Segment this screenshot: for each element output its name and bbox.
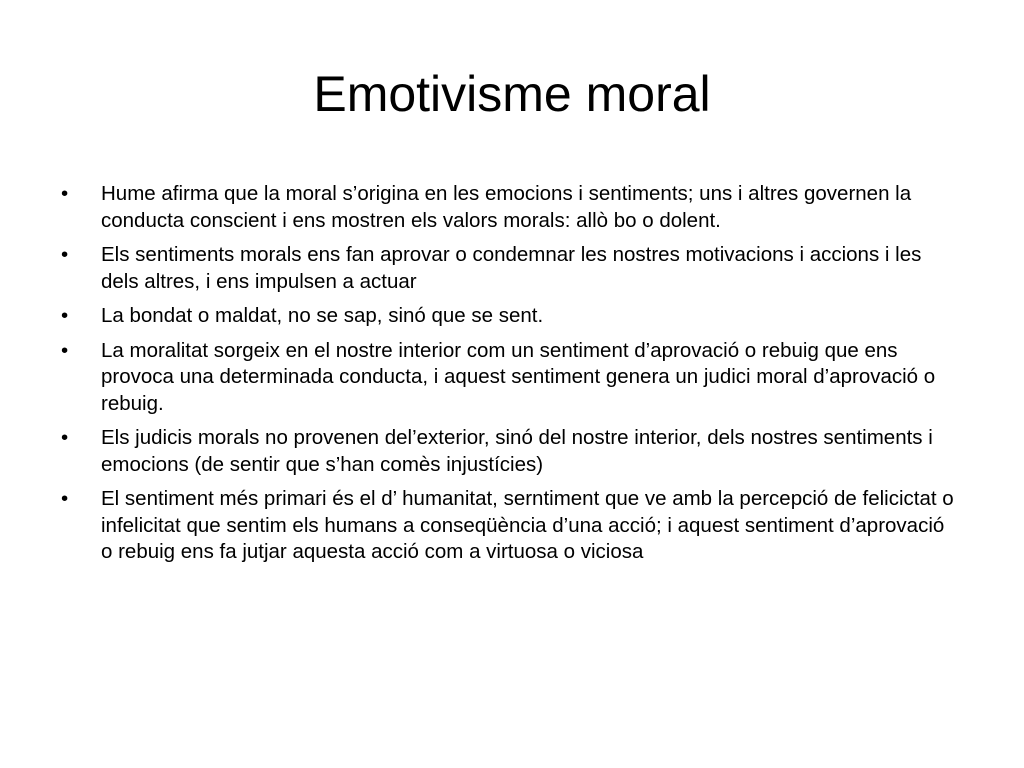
bullet-icon: • — [61, 487, 69, 510]
list-item — [60, 338, 960, 418]
bullet-text: Els judicis morals no provenen del’exterior, sinó del nostre interior, dels nostres sentiments i emocions (de sentir que s’han comès injustícies) — [101, 426, 933, 476]
bullet-text: La bondat o maldat, no se sap, sinó que se sent. — [101, 304, 544, 327]
list-item — [60, 486, 960, 566]
list-item — [60, 425, 960, 478]
bullet-text: Els sentiments morals ens fan aprovar o condemnar les nostres motivacions i accions i les dels altres, i ens impulsen a actuar — [101, 243, 922, 293]
bullet-text: La moralitat sorgeix en el nostre interior com un sentiment d’aprovació o rebuig que ens provoca una determinada conducta, i aquest sentiment genera un judici moral d’aprovació o rebuig. — [101, 338, 936, 415]
list-item — [60, 242, 960, 295]
bullet-icon: • — [61, 304, 69, 327]
list-item — [60, 181, 960, 234]
list-item — [60, 303, 960, 330]
bullet-icon: • — [61, 426, 69, 449]
bullet-icon: • — [61, 182, 69, 205]
bullet-text: El sentiment més primari és el d’ humanitat, serntiment que ve amb la percepció de felicictat o infelicitat que sentim els humans a conseqüència d’una acció; i aquest sentiment d’aprovació o rebuig ens fa jutjar aquesta acció com a virtuosa o viciosa — [101, 487, 954, 563]
bullet-text: Hume afirma que la moral s’origina en les emocions i sentiments; uns i altres governen la conducta conscient i ens mostren els valors morals: allò bo o dolent. — [101, 182, 912, 232]
bullet-icon: • — [61, 338, 69, 362]
bullet-icon: • — [61, 243, 69, 266]
bullet-list — [60, 181, 960, 574]
slide-title: Emotivisme moral — [313, 66, 711, 122]
